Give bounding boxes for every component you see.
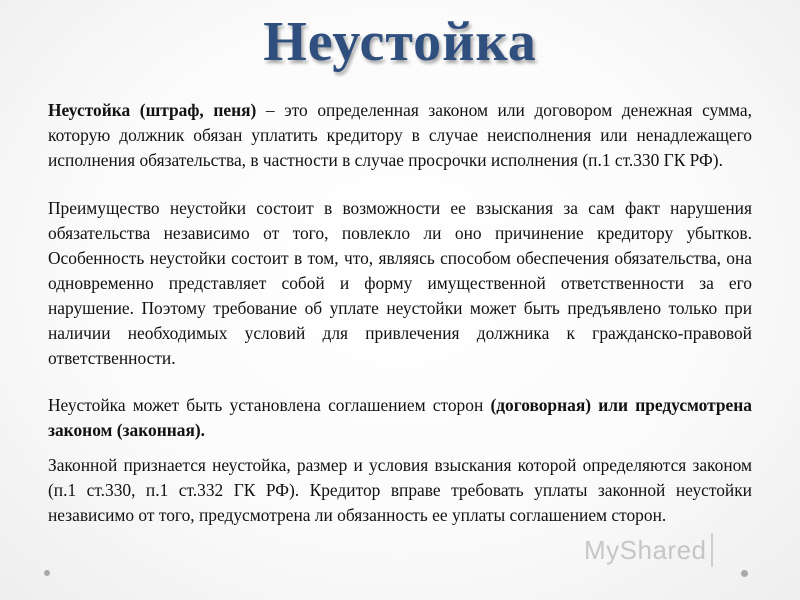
slide-title: Неустойка bbox=[263, 11, 537, 73]
definition-term: Неустойка (штраф, пеня) bbox=[48, 100, 257, 120]
slide-body bbox=[48, 98, 752, 528]
paragraph-advantage: Преимущество неустойки состоит в возможности ее взыскания за сам факт нарушения обязательства независимо от того, повлекло ли оно причинение кредитору убытков. Особенность неустойки состоит в том, что, являясь способом обеспечения обязательства, она одновременно представляет собой и форму имущественной ответственности за его нарушение. Поэтому требование об уплате неустойки может быть предъявлено только при наличии необходимых условий для привлечения должника к гражданско-правовой ответственности. bbox=[48, 198, 752, 368]
types-text: Неустойка может быть установлена соглашением сторон bbox=[48, 395, 491, 415]
definition-text: – это определенная законом или договором денежная сумма, которую должник обязан уплатить кредитору в случае неисполнения или ненадлежащего исполнения обязательства, в частности в случае просрочки исполнения (п.1 ст.330 ГК РФ). bbox=[48, 100, 752, 170]
watermark bbox=[584, 533, 713, 567]
paragraph-types bbox=[48, 393, 752, 443]
watermark-text: MyShared bbox=[584, 534, 707, 565]
slide-dot-left bbox=[44, 570, 50, 576]
types-bold-text: (договорная) или предусмотрена законом (законная). bbox=[48, 395, 752, 440]
paragraph-definition bbox=[48, 98, 752, 173]
slide-dot-right bbox=[741, 570, 748, 577]
watermark-divider bbox=[711, 533, 713, 567]
paragraph-legal-penalty: Законной признается неустойка, размер и условия взыскания которой определяются законом (п.1 ст.330, п.1 ст.332 ГК РФ). Кредитор вправе требовать уплаты законной неустойки независимо от того, предусмотрена ли обязанность ее уплаты соглашением сторон. bbox=[48, 455, 752, 525]
